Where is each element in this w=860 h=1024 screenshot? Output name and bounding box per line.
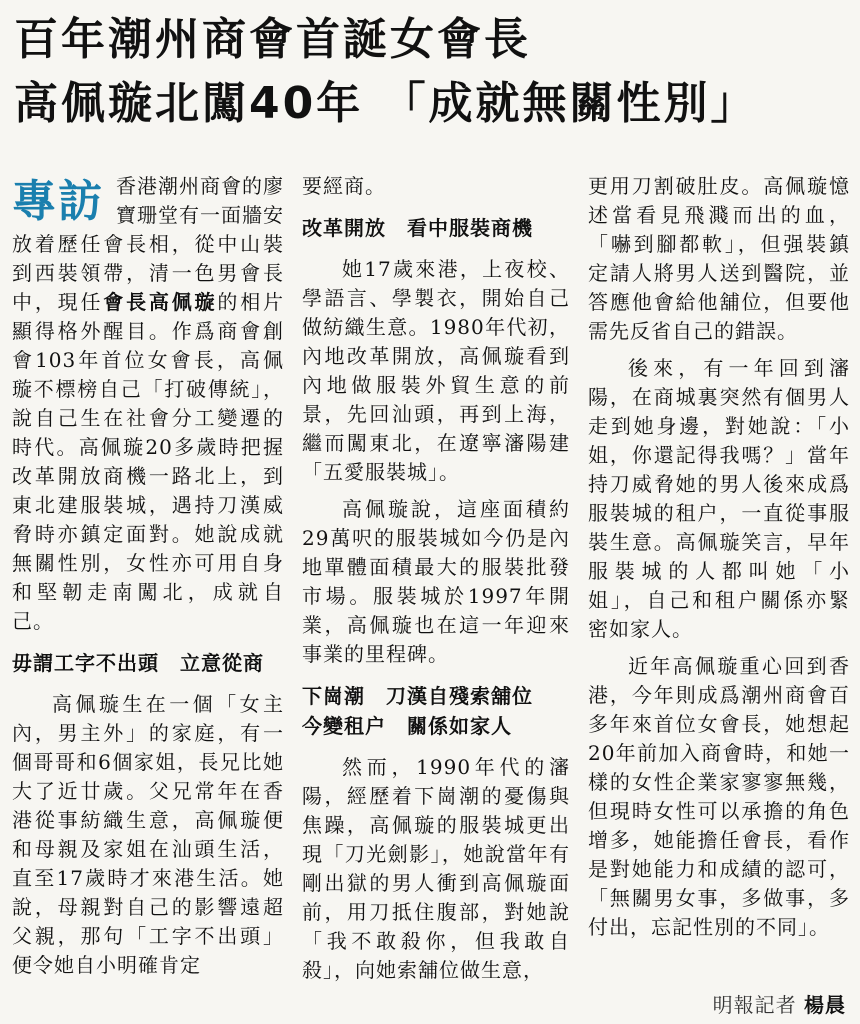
subheading-3-line-2: 今變租户 關係如家人 xyxy=(302,714,512,738)
lead-paragraph xyxy=(12,172,284,636)
interview-tag: 專訪 xyxy=(12,176,104,227)
headline xyxy=(14,8,854,136)
subheading-2: 改革開放 看中服裝商機 xyxy=(302,216,533,240)
lead-text-a: 香港潮州商會的廖寶珊堂有一面牆安放着歷任會長相，從中山裝到西裝領帶，清一色男會長中，現任 xyxy=(12,174,284,314)
paragraph-5: 然而，1990年代的瀋陽，經歷着下崗潮的憂傷與焦躁，高佩璇的服裝城更出現「刀光劍影」，她說當年有剛出獄的男人衝到高佩璇面前，用刀抵住腹部，對她說「我不敢殺你，但我敢自殺」，向她索舖位做生意， xyxy=(302,755,570,982)
article-column-3 xyxy=(588,172,850,950)
paragraph-6: 更用刀割破肚皮。高佩璇憶述當看見飛濺而出的血，「嚇到腳都軟」，但强裝鎮定請人將男人送到醫院，並答應他會給他舖位，但要他需先反省自己的錯誤。 xyxy=(588,174,850,343)
paragraph-3: 她17歲來港，上夜校、學語言、學製衣，開始自己做紡織生意。1980年代初，內地改革開放，高佩璇看到內地做服裝外貿生意的前景，先回汕頭，再到上海，繼而闖東北，在遼寧瀋陽建「五愛服裝城」。 xyxy=(302,257,570,484)
headline-line-2: 高佩璇北闖40年 「成就無關性別」 xyxy=(14,78,758,129)
subheading-1: 毋謂工字不出頭 立意從商 xyxy=(12,651,264,675)
lead-text-b: 的相片顯得格外醒目。作爲商會創會103年首位女會長，高佩璇不標榜自己「打破傳統」，說自己生在社會分工變遷的時代。高佩璇20多歲時把握改革開放商機一路北上，到東北建服裝城，遇持刀漢威脅時亦鎮定面對。她說成就無關性別，女性亦可用自身和堅韌走南闖北，成就自己。 xyxy=(12,290,285,633)
paragraph-4: 高佩璇說，這座面積約29萬呎的服裝城如今仍是內地單體面積最大的服裝批發市場。服裝城於1997年開業，高佩璇也在這一年迎來事業的里程碑。 xyxy=(302,497,570,666)
paragraph-7: 後來，有一年回到瀋陽，在商城裏突然有個男人走到她身邊，對她說：「小姐，你還記得我嗎？」當年持刀威脅她的男人後來成爲服裝城的租户，一直從事服裝生意。高佩璇笑言，早年服裝城的人都叫她「小姐」，自己和租户關係亦緊密如家人。 xyxy=(588,356,850,641)
lead-text-bold: 會長高佩璇 xyxy=(103,290,218,314)
paragraph-2-end: 要經商。 xyxy=(302,174,386,198)
subheading-3 xyxy=(302,681,570,741)
paragraph-8: 近年高佩璇重心回到香港，今年則成爲潮州商會百多年來首位女會長，她想起20年前加入商會時，和她一樣的女性企業家寥寥無幾，但現時女性可以承擔的角色增多，她能擔任會長，看作是對她能力和成績的認可，「無關男女事，多做事，多付出，忘記性別的不同」。 xyxy=(588,654,850,939)
article-column-1 xyxy=(12,172,284,988)
article-column-2 xyxy=(302,172,570,993)
subheading-3-line-1: 下崗潮 刀漢自殘索舖位 xyxy=(302,684,533,708)
byline xyxy=(713,989,846,1018)
headline-line-1: 百年潮州商會首誕女會長 xyxy=(14,14,531,65)
paragraph-2: 高佩璇生在一個「女主內，男主外」的家庭，有一個哥哥和6個家姐，長兄比她大了近廿歲。父兄常年在香港從事紡織生意，高佩璇便和母親及家姐在汕頭生活，直至17歲時才來港生活。她說，母親對自己的影響遠超父親，那句「工字不出頭」便令她自小明確肯定 xyxy=(12,692,284,977)
byline-name: 楊晨 xyxy=(804,993,846,1017)
byline-label: 明報記者 xyxy=(712,993,797,1017)
